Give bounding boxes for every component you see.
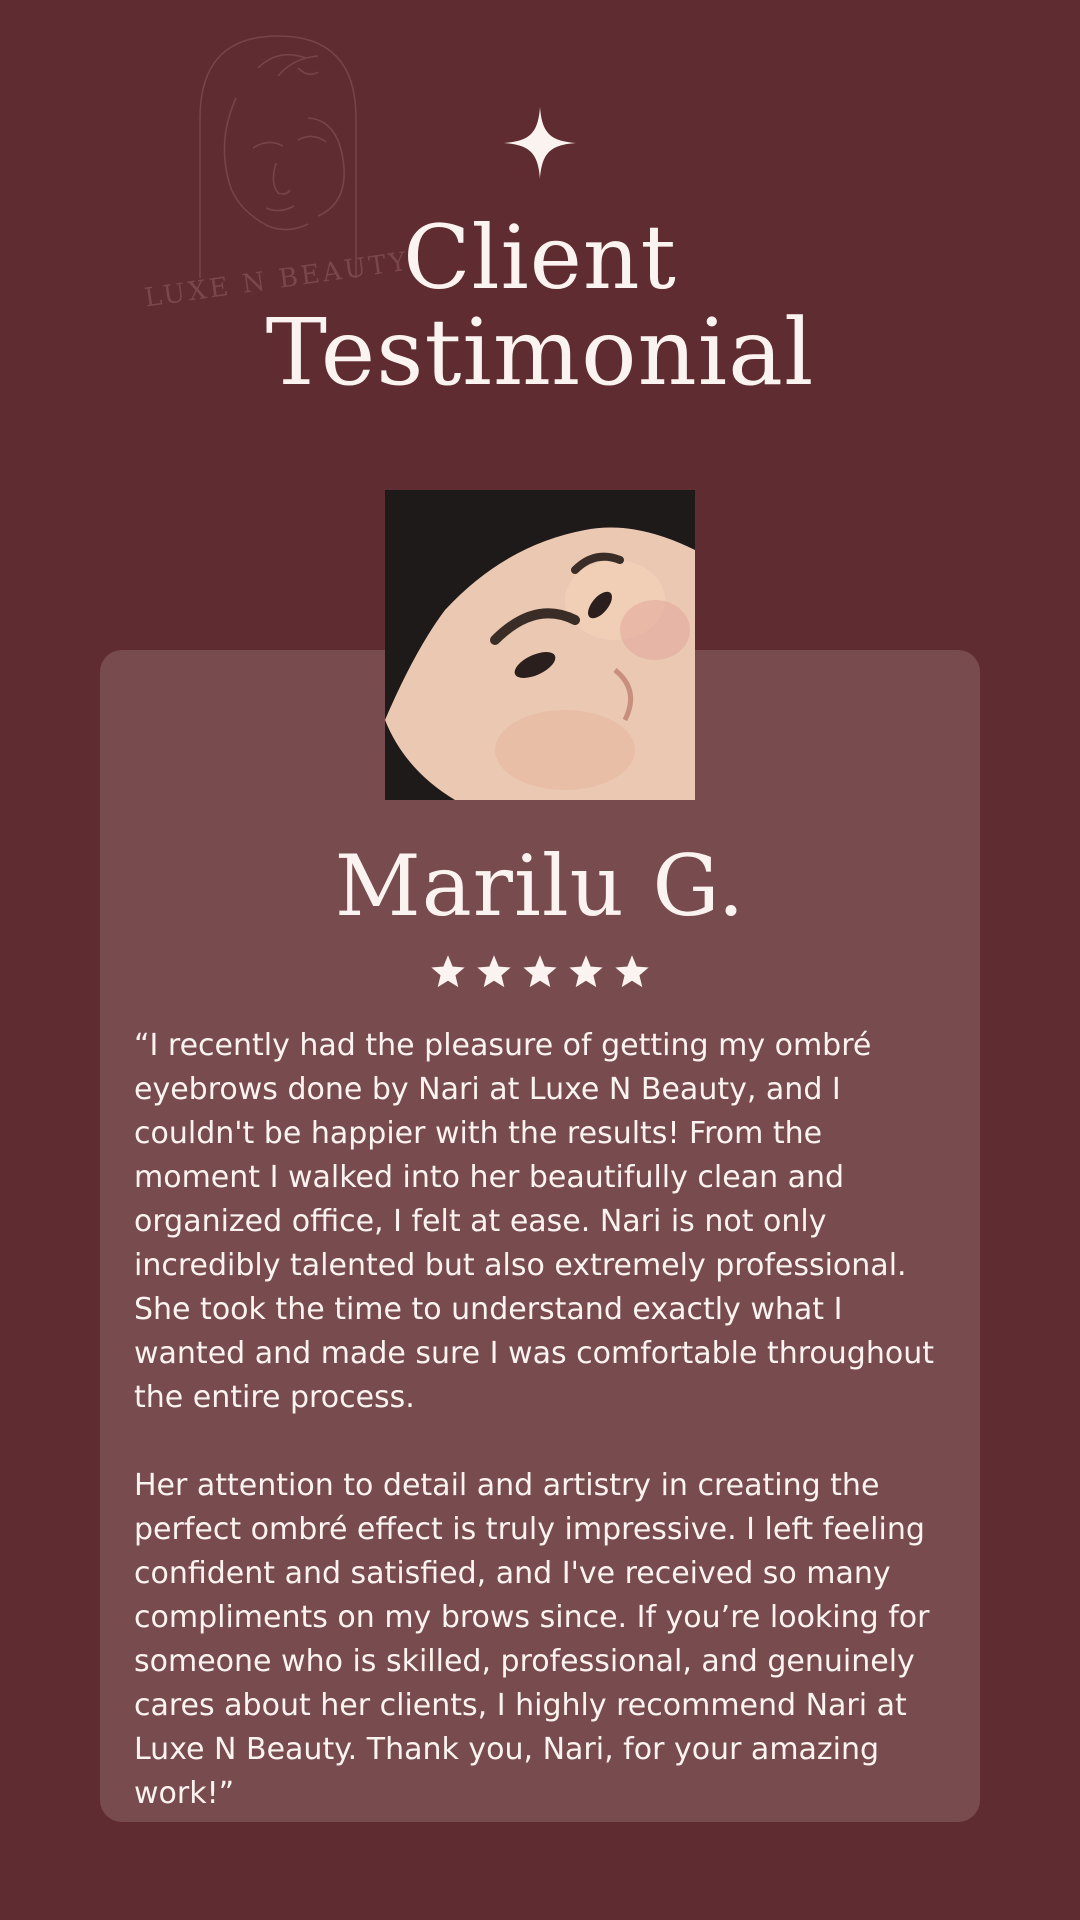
star-icon	[477, 955, 511, 989]
title-line-2: Testimonial	[265, 299, 815, 406]
logo-text: LUXE N BEAUTY	[142, 246, 412, 314]
testimonial-paragraph: “I recently had the pleasure of getting my ombré eyebrows done by Nari at Luxe N Beauty, and I couldn't be happier with the results! From the moment I walked into her beautifully clean and organized office, I felt at ease. Nari is not only incredibly talented but also extremely professional. She took the time to understand exactly what I wanted and made sure I was comfortable throughout the entire process.	[134, 1028, 934, 1415]
star-icon	[431, 955, 465, 989]
star-icon	[615, 955, 649, 989]
sparkle-icon	[504, 107, 576, 179]
client-name: Marilu G.	[334, 837, 746, 935]
testimonial-text	[134, 1024, 954, 1816]
page-title	[0, 206, 1080, 406]
client-avatar	[385, 490, 695, 800]
testimonial-paragraph: Her attention to detail and artistry in creating the perfect ombré effect is truly impressive. I left feeling confident and satisfied, and I've received so many compliments on my brows since. If you’re looking for someone who is skilled, professional, and genuinely cares about her clients, I highly recommend Nari at Luxe N Beauty. Thank you, Nari, for your amazing work!”	[134, 1468, 930, 1811]
star-icon	[569, 955, 603, 989]
title-line-1: Client	[403, 206, 677, 309]
star-rating	[0, 955, 1080, 989]
star-icon	[523, 955, 557, 989]
